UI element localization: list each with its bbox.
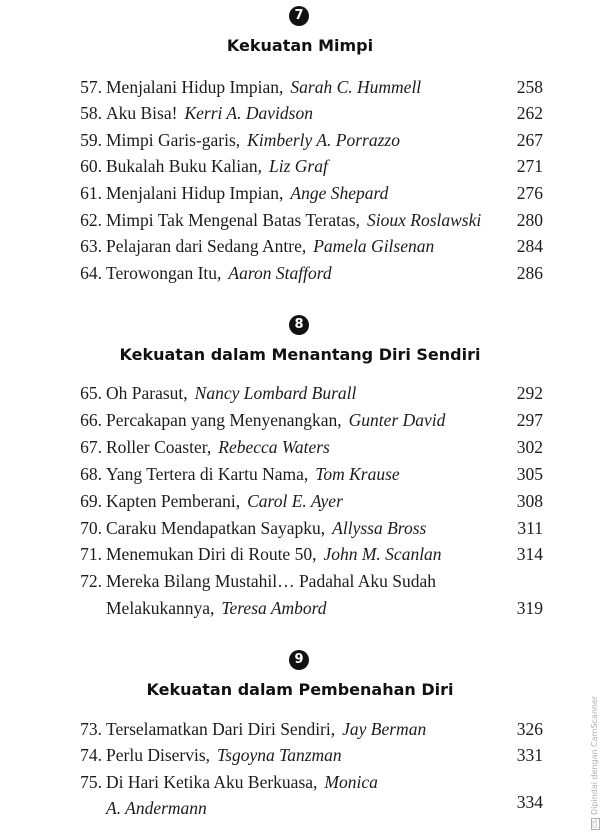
entry-page: 305	[516, 464, 543, 484]
entry-page: 284	[516, 236, 543, 256]
entry-author: Sarah C. Hummell	[290, 77, 422, 97]
section-number-badge: 7	[289, 6, 309, 26]
entry-author: Sioux Roslawski	[367, 210, 482, 230]
entry-author: Carol E. Ayer	[247, 491, 343, 511]
entry-author: Teresa Ambord	[221, 598, 327, 618]
entry-page: 314	[516, 544, 543, 564]
toc-entry[interactable]	[0, 742, 600, 769]
toc-entry[interactable]	[0, 233, 600, 260]
section-number-badge: 9	[289, 650, 309, 670]
entry-author: Kimberly A. Porrazzo	[247, 130, 400, 150]
entry-number: 66.	[80, 410, 102, 430]
entry-author: Tom Krause	[315, 464, 400, 484]
entry-page: 267	[516, 130, 543, 150]
entry-page: 334	[516, 792, 543, 812]
section-heading: Kekuatan Mimpi	[226, 36, 374, 55]
section-number-badge: 8	[289, 315, 309, 335]
entry-number: 73.	[80, 719, 102, 739]
entry-page: 308	[516, 491, 543, 511]
entry-author: Monica	[324, 772, 378, 792]
entry-title: Mimpi Garis-garis,	[106, 130, 241, 150]
entry-number: 69.	[80, 491, 102, 511]
entry-title-continued: Melakukannya,	[106, 598, 215, 618]
entry-author: Pamela Gilsenan	[313, 236, 435, 256]
entry-number: 64.	[80, 263, 102, 283]
entry-author-continued: A. Andermann	[106, 798, 207, 818]
entry-page: 331	[516, 745, 543, 765]
entry-title: Mimpi Tak Mengenal Batas Teratas,	[106, 210, 360, 230]
entry-number: 58.	[80, 103, 102, 123]
entry-title: Menjalani Hidup Impian,	[106, 77, 284, 97]
toc-entry[interactable]	[0, 127, 600, 154]
entry-number: 67.	[80, 437, 102, 457]
entry-number: 62.	[80, 210, 102, 230]
toc-entry[interactable]	[0, 461, 600, 488]
entry-page: 319	[516, 598, 543, 618]
entry-title: Oh Parasut,	[106, 383, 188, 403]
toc-entry[interactable]	[0, 407, 600, 434]
toc-entry[interactable]	[0, 180, 600, 207]
toc-entry[interactable]	[0, 568, 600, 595]
entry-title: Terowongan Itu,	[106, 263, 222, 283]
entry-page: 286	[516, 263, 543, 283]
camscanner-logo-icon: CS	[592, 820, 599, 828]
toc-entry[interactable]	[0, 716, 600, 743]
entry-title: Terselamatkan Dari Diri Sendiri,	[106, 719, 336, 739]
toc-entry[interactable]	[0, 434, 600, 461]
entry-title: Yang Tertera di Kartu Nama,	[106, 464, 309, 484]
entry-page: 292	[516, 383, 543, 403]
toc-entry[interactable]	[0, 380, 600, 407]
entry-number: 60.	[80, 156, 102, 176]
section-heading: Kekuatan dalam Pembenahan Diri	[146, 680, 454, 699]
toc-entry[interactable]	[0, 488, 600, 515]
entry-author: John M. Scanlan	[323, 544, 442, 564]
toc-entry[interactable]	[0, 541, 600, 568]
entry-page: 276	[516, 183, 543, 203]
entry-title: Perlu Diservis,	[106, 745, 211, 765]
entry-number: 70.	[80, 518, 102, 538]
entry-title: Kapten Pemberani,	[106, 491, 241, 511]
entry-title: Di Hari Ketika Aku Berkuasa,	[106, 772, 318, 792]
toc-entry[interactable]	[0, 260, 600, 287]
watermark-text: Dipindai dengan CamScanner	[590, 695, 599, 815]
entry-title: Roller Coaster,	[106, 437, 212, 457]
entry-author: Kerri A. Davidson	[184, 103, 313, 123]
entry-title: Caraku Mendapatkan Sayapku,	[106, 518, 326, 538]
toc-entry[interactable]	[0, 74, 600, 101]
entry-author: Jay Berman	[342, 719, 427, 739]
entry-number: 59.	[80, 130, 102, 150]
entry-page: 326	[516, 719, 543, 739]
entry-author: Liz Graf	[269, 156, 328, 176]
entry-number: 75.	[80, 772, 102, 792]
entry-number: 68.	[80, 464, 102, 484]
entry-page: 297	[516, 410, 543, 430]
entry-page: 258	[516, 77, 543, 97]
entry-page: 311	[517, 518, 543, 538]
entry-number: 72.	[80, 571, 102, 591]
entry-number: 63.	[80, 236, 102, 256]
entry-number: 61.	[80, 183, 102, 203]
toc-entry-continuation[interactable]	[0, 792, 600, 822]
entry-author: Rebecca Waters	[218, 437, 330, 457]
entry-title: Aku Bisa!	[106, 103, 178, 123]
entry-author: Allyssa Bross	[332, 518, 427, 538]
entry-title: Menjalani Hidup Impian,	[106, 183, 284, 203]
entry-page: 280	[516, 210, 543, 230]
entry-author: Ange Shepard	[290, 183, 389, 203]
toc-entry[interactable]	[0, 769, 600, 796]
entry-number: 65.	[80, 383, 102, 403]
entry-title: Menemukan Diri di Route 50,	[106, 544, 317, 564]
toc-entry[interactable]	[0, 153, 600, 180]
entry-author: Gunter David	[348, 410, 446, 430]
entry-page: 302	[516, 437, 543, 457]
entry-title: Bukalah Buku Kalian,	[106, 156, 263, 176]
entry-number: 71.	[80, 544, 102, 564]
toc-entry[interactable]	[0, 515, 600, 542]
toc-entry[interactable]	[0, 207, 600, 234]
entry-number: 74.	[80, 745, 102, 765]
entry-page: 271	[516, 156, 543, 176]
section-heading: Kekuatan dalam Menantang Diri Sendiri	[119, 345, 481, 364]
entry-author: Nancy Lombard Burall	[194, 383, 357, 403]
entry-author: Aaron Stafford	[228, 263, 332, 283]
scanner-watermark	[590, 696, 600, 830]
entry-title: Percakapan yang Menyenangkan,	[106, 410, 342, 430]
entry-number: 57.	[80, 77, 102, 97]
entry-title: Pelajaran dari Sedang Antre,	[106, 236, 307, 256]
entry-title: Mereka Bilang Mustahil… Padahal Aku Sudah	[106, 571, 437, 591]
toc-entry-continuation[interactable]	[0, 595, 600, 622]
entry-page: 262	[516, 103, 543, 123]
entry-author: Tsgoyna Tanzman	[217, 745, 342, 765]
toc-entry[interactable]	[0, 100, 600, 127]
